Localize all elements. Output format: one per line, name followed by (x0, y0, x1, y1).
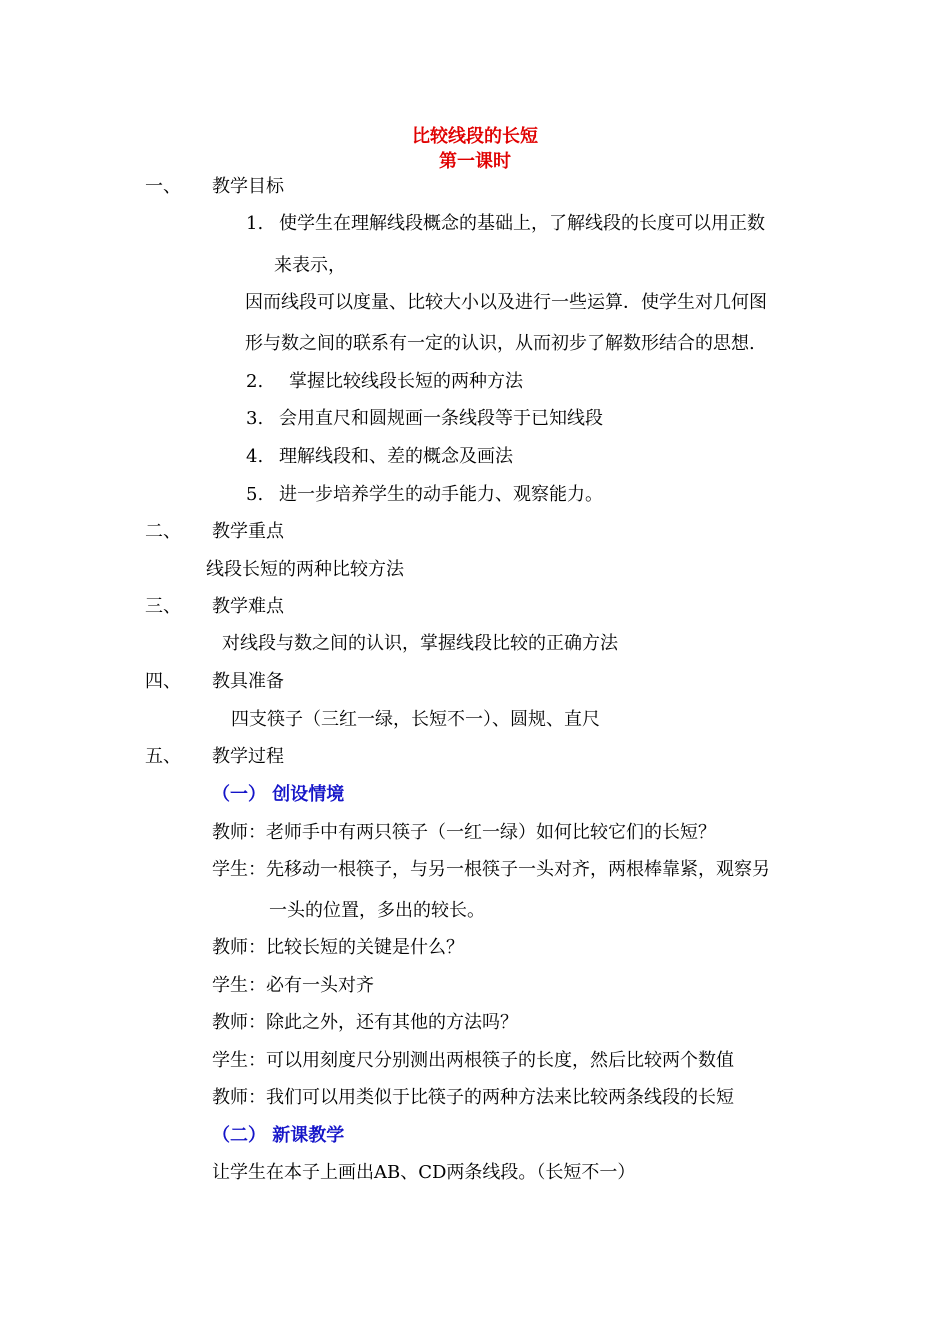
section-heading: 教学过程 (212, 746, 284, 767)
section-body: 四支筷子（三红一绿，长短不一）、圆规、直尺 (231, 709, 600, 730)
dialogue-line: 一头的位置，多出的较长。 (269, 900, 485, 921)
goal-text: 会用直尺和圆规画一条线段等于已知线段 (279, 408, 603, 429)
goal-number: 2. (246, 371, 264, 392)
dialogue-line: 教师：我们可以用类似于比筷子的两种方法来比较两条线段的长短 (212, 1087, 734, 1108)
dialogue-line: 学生：可以用刻度尺分别测出两根筷子的长度，然后比较两个数值 (212, 1050, 734, 1071)
dialogue-line: 教师：除此之外，还有其他的方法吗？ (212, 1012, 518, 1033)
section-number: 四、 (145, 671, 181, 692)
subsection-heading: （一） 创设情境 (212, 784, 345, 805)
dialogue-line: 教师：老师手中有两只筷子（一红一绿）如何比较它们的长短？ (212, 822, 716, 843)
goal-text: 进一步培养学生的动手能力、观察能力。 (279, 484, 603, 505)
section-number: 三、 (145, 596, 181, 617)
section-number: 一、 (145, 176, 181, 197)
section-number: 五、 (145, 746, 181, 767)
goal-text: 使学生在理解线段概念的基础上，了解线段的长度可以用正数 (279, 213, 765, 234)
dialogue-line: 学生：先移动一根筷子，与另一根筷子一头对齐，两根棒靠紧，观察另 (212, 859, 770, 880)
goal-text: 理解线段和、差的概念及画法 (279, 446, 513, 467)
dialogue-line: 学生：必有一头对齐 (212, 975, 374, 996)
section-heading: 教学难点 (212, 596, 284, 617)
section-body: 线段长短的两种比较方法 (206, 559, 404, 580)
body-line: 让学生在本子上画出AB、CD两条线段。（长短不一） (212, 1162, 636, 1183)
goal-number: 3. (246, 408, 264, 429)
section-heading: 教学目标 (212, 176, 284, 197)
subsection-heading: （二） 新课教学 (212, 1125, 345, 1146)
goal-text: 形与数之间的联系有一定的认识，从而初步了解数形结合的思想. (245, 333, 755, 354)
section-heading: 教具准备 (212, 671, 284, 692)
document-title: 比较线段的长短 (412, 126, 538, 147)
section-number: 二、 (145, 521, 181, 542)
section-body: 对线段与数之间的认识，掌握线段比较的正确方法 (222, 633, 618, 654)
goal-text: 来表示， (274, 255, 346, 276)
goal-text: 掌握比较线段长短的两种方法 (289, 371, 523, 392)
goal-text: 因而线段可以度量、比较大小以及进行一些运算．使学生对几何图 (245, 292, 767, 313)
goal-number: 4. (246, 446, 264, 467)
section-heading: 教学重点 (212, 521, 284, 542)
dialogue-line: 教师：比较长短的关键是什么？ (212, 937, 464, 958)
goal-number: 5. (246, 484, 264, 505)
document-subtitle: 第一课时 (439, 151, 511, 172)
goal-number: 1. (246, 213, 264, 234)
